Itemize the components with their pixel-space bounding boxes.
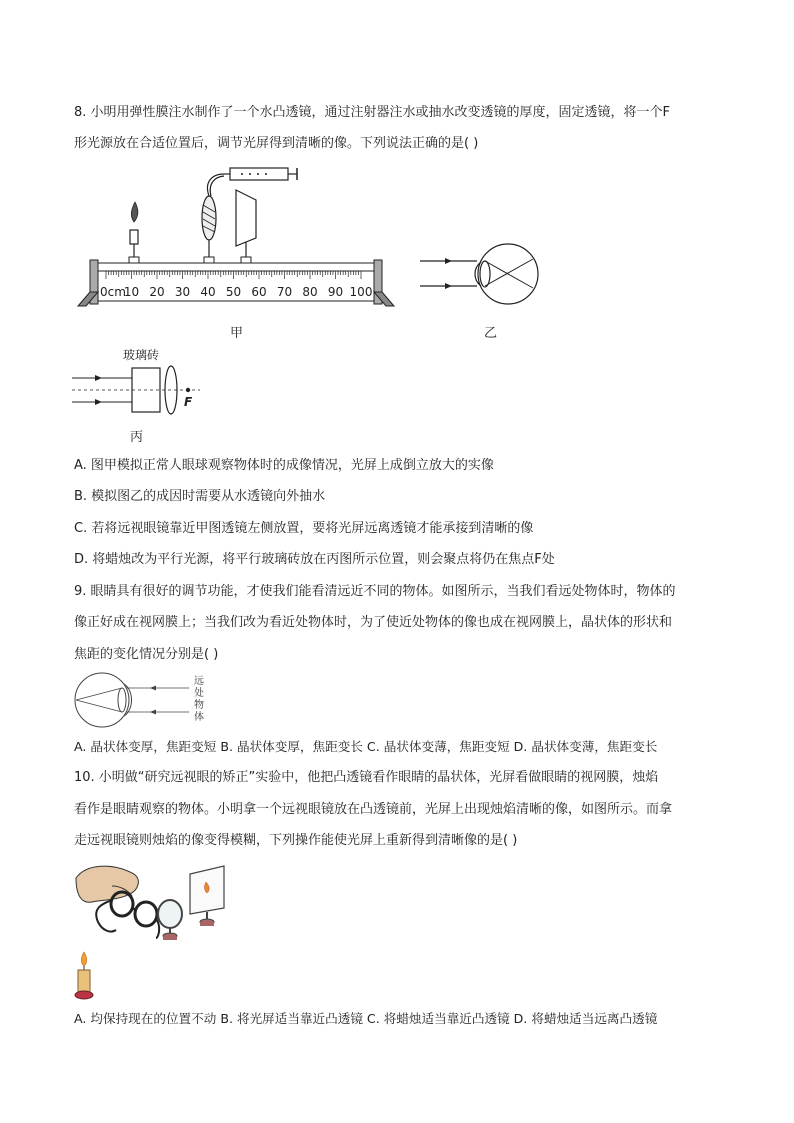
- far-object-label-1: 远: [194, 676, 204, 687]
- q8-option-d: D. 将蜡烛改为平行光源，将平行玻璃砖放在丙图所示位置，则会聚点将仍在焦点F处: [74, 552, 555, 567]
- ruler-tick-label: 50: [225, 285, 242, 299]
- q9-stem-line1: 9. 眼睛具有很好的调节功能，才使我们能看清远近不同的物体。如图所示，当我们看远处物体时，物体的: [74, 584, 676, 599]
- q9-stem-line2: 像正好成在视网膜上；当我们改为看近处物体时，为了使近处物体的像也成在视网膜上，晶状体的形状和: [74, 615, 673, 630]
- figure-yi-caption: 乙: [484, 326, 498, 341]
- ruler-tick-label: 90: [327, 285, 344, 299]
- figure-glass-block-bing: [70, 344, 220, 434]
- q10-options: A. 均保持现在的位置不动 B. 将光屏适当靠近凸透镜 C. 将蜡烛适当靠近凸透镜 D. 将蜡烛适当远离凸透镜: [74, 1011, 658, 1026]
- glass-block-label: 玻璃砖: [123, 348, 160, 362]
- q8-stem-line2: 形光源放在合适位置后，调节光屏得到清晰的像。下列说法正确的是( ): [74, 136, 479, 151]
- candle-icon: [130, 202, 138, 258]
- light-screen-icon: [236, 190, 256, 258]
- ruler-tick-label: 70: [276, 285, 293, 299]
- q10-stem-line1: 10. 小明做“研究远视眼的矫正”实验中，他把凸透镜看作眼睛的晶状体，光屏看做眼睛的视网膜，烛焰: [74, 770, 659, 785]
- figure-hyperopia-experiment: [72, 856, 242, 946]
- q10-stem-line3: 走远视眼镜则烛焰的像变得模糊，下列操作能使光屏上重新得到清晰像的是( ): [74, 833, 518, 848]
- q9-stem-line3: 焦距的变化情况分别是( ): [74, 647, 219, 662]
- ruler-tick-label: 0cm: [100, 285, 126, 299]
- ruler-tick-label: 100: [349, 285, 373, 299]
- figure-bing-caption: 丙: [130, 430, 144, 445]
- ruler-tick-label: 60: [251, 285, 267, 299]
- q9-options: A. 晶状体变厚，焦距变短 B. 晶状体变厚，焦距变长 C. 晶状体变薄，焦距变短 D. 晶状体变薄，焦距变长: [74, 739, 658, 754]
- figure-eye-distant-object: [74, 672, 219, 732]
- figure-optical-bench: [72, 160, 412, 310]
- ruler-tick-label: 30: [174, 285, 191, 299]
- ruler-tick-label: 10: [123, 285, 140, 299]
- far-object-label-3: 物: [194, 700, 204, 711]
- focus-label: F: [184, 395, 193, 409]
- convex-lens-icon: [158, 900, 182, 940]
- far-object-label-4: 体: [194, 712, 204, 723]
- figure-jia-caption: 甲: [230, 326, 244, 341]
- figure-eye-yi: [415, 232, 555, 312]
- screen-with-image-icon: [190, 866, 224, 926]
- q8-stem-line1: 8. 小明用弹性膜注水制作了一个水凸透镜，通过注射器注水或抽水改变透镜的厚度，固定透镜，将一个F: [74, 105, 671, 120]
- q8-option-c: C. 若将远视眼镜靠近甲图透镜左侧放置，要将光屏远离透镜才能承接到清晰的像: [74, 521, 534, 536]
- candle-figure: [72, 950, 96, 1002]
- water-lens-icon: [202, 196, 216, 258]
- q8-option-a: A. 图甲模拟正常人眼球观察物体时的成像情况，光屏上成倒立放大的实像: [74, 458, 494, 473]
- far-object-label-2: 处: [194, 688, 204, 699]
- ruler-tick-label: 20: [149, 285, 165, 299]
- syringe-icon: [207, 168, 297, 196]
- ruler-tick-label: 40: [200, 285, 216, 299]
- q8-option-b: B. 模拟图乙的成因时需要从水透镜向外抽水: [74, 489, 326, 504]
- ruler-tick-label: 80: [302, 285, 318, 299]
- optical-bench-ruler: [78, 260, 394, 306]
- q10-stem-line2: 看作是眼睛观察的物体。小明拿一个远视眼镜放在凸透镜前，光屏上出现烛焰清晰的像，如图所示。而拿: [74, 802, 673, 817]
